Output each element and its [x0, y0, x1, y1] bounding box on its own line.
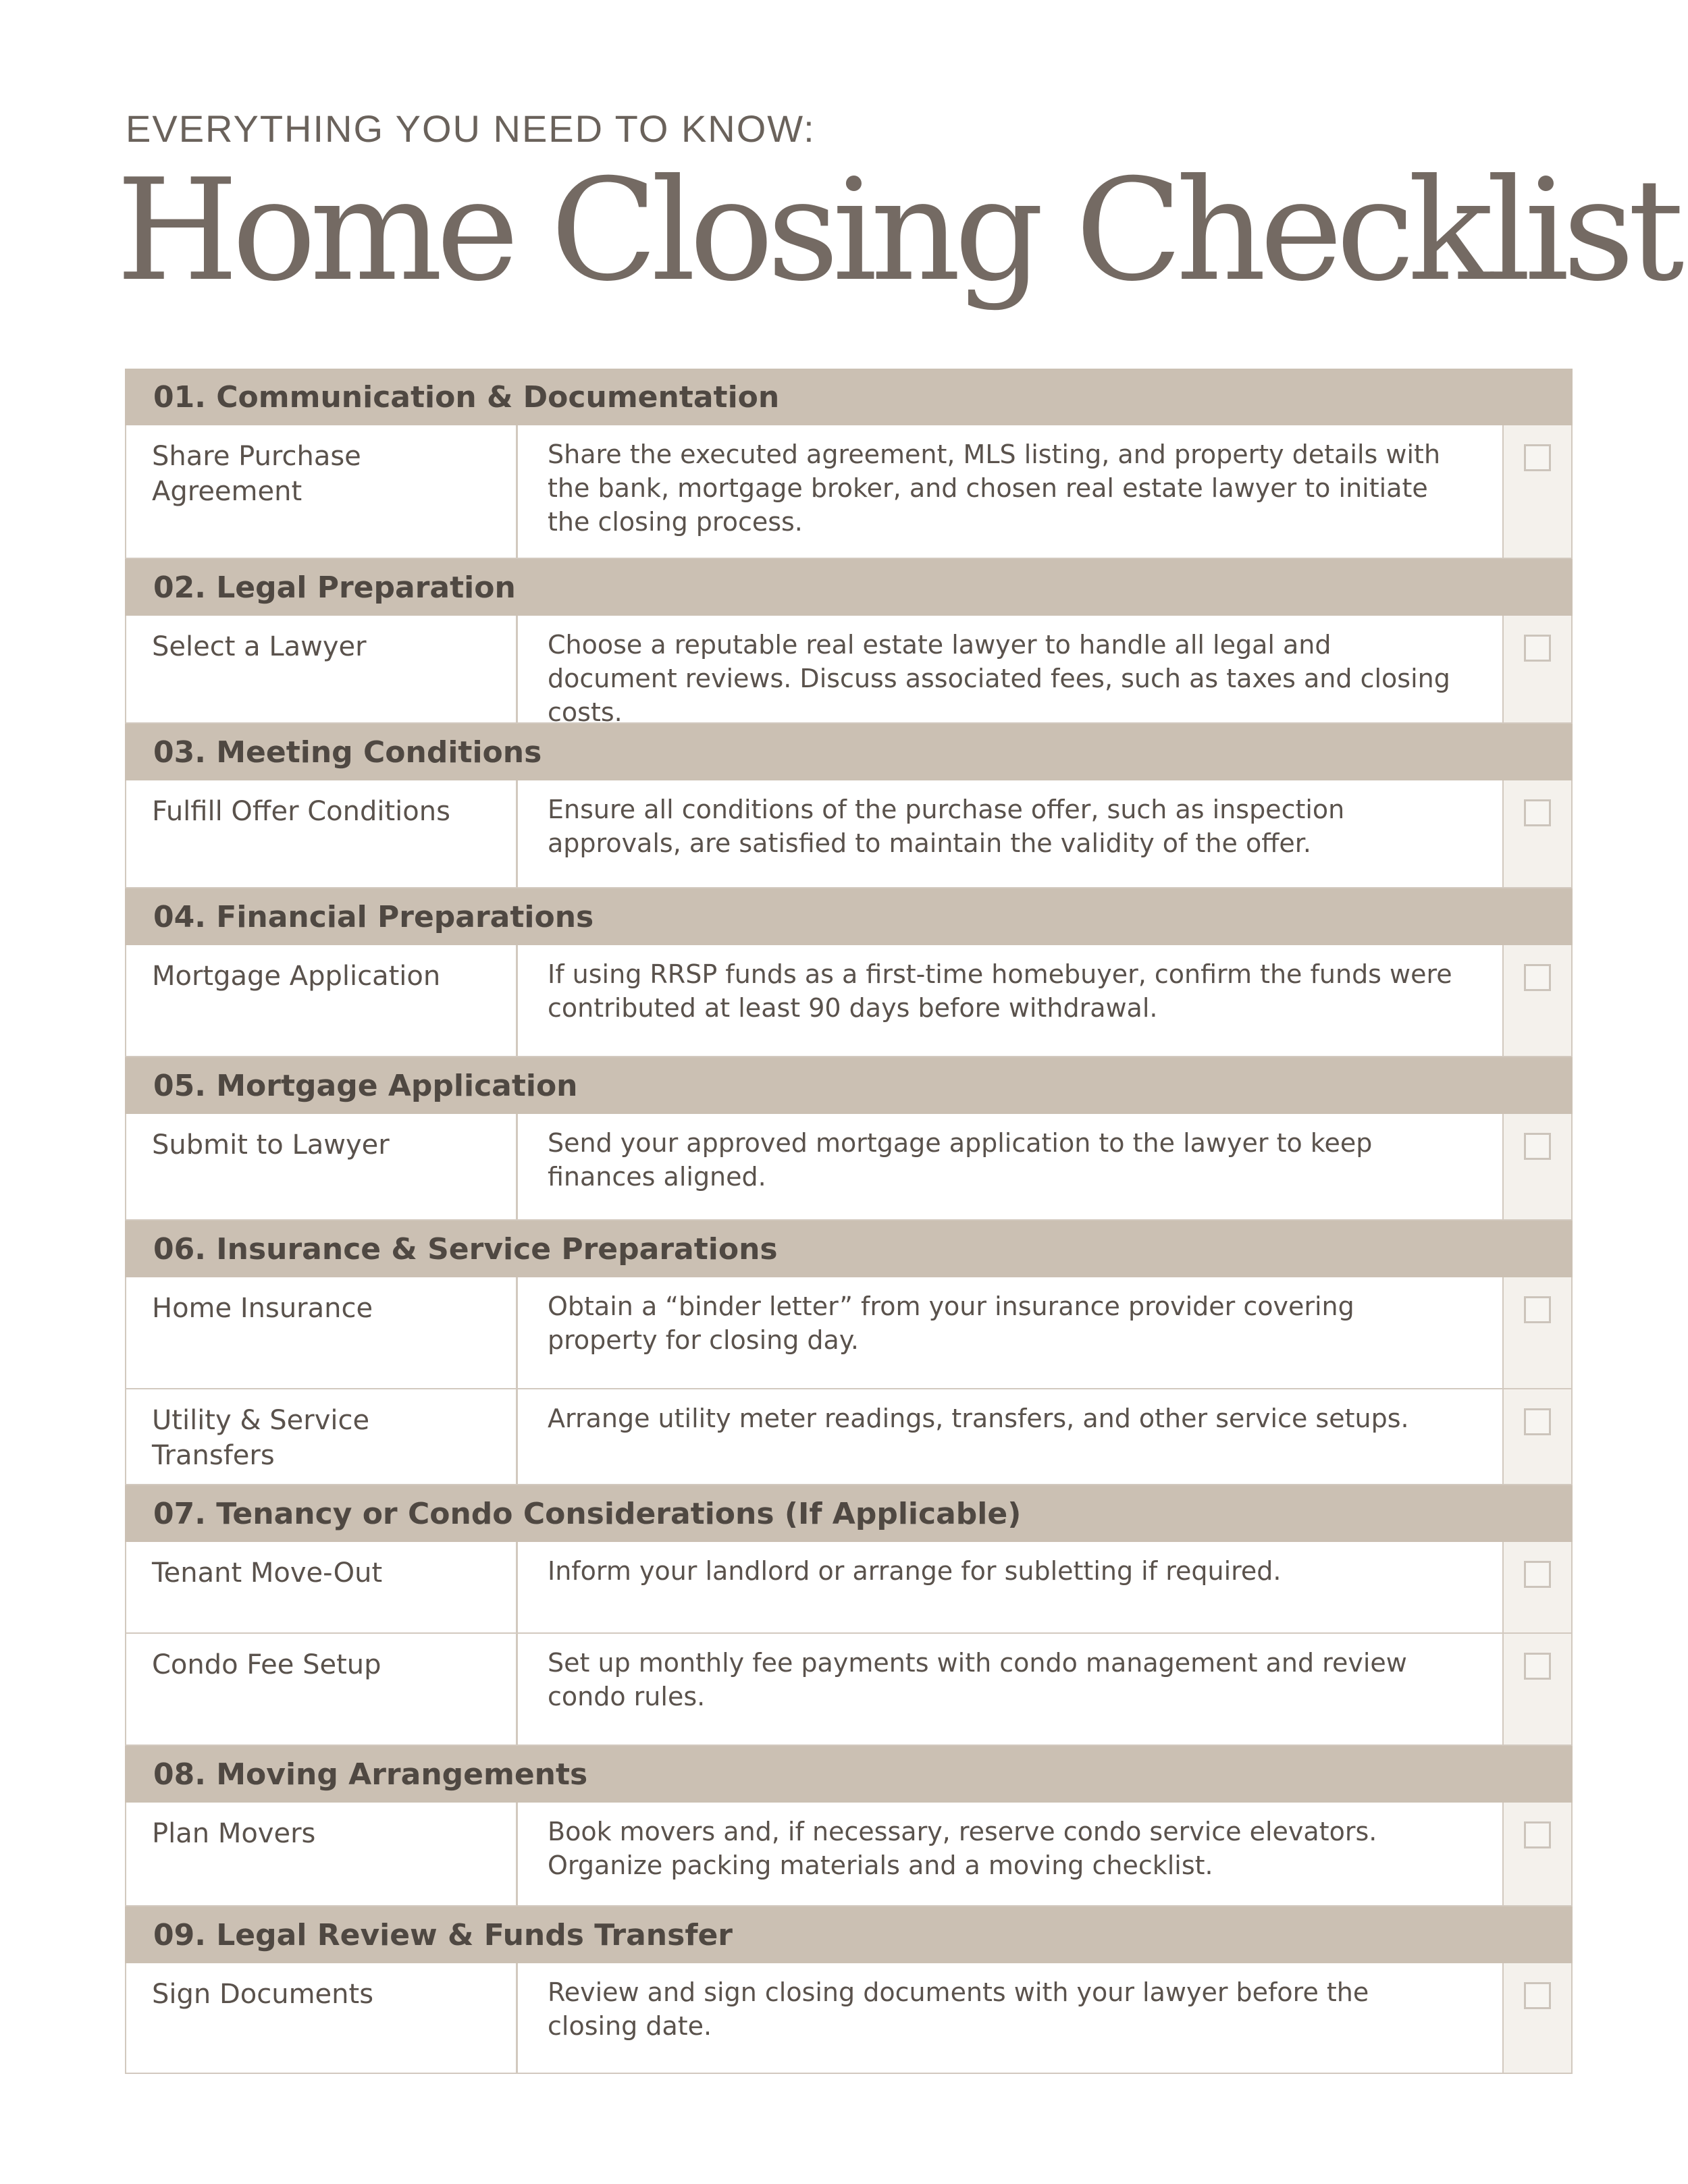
task-checkbox[interactable]: [1524, 1821, 1551, 1848]
checkbox-cell: [1504, 1114, 1571, 1219]
section-header: 09. Legal Review & Funds Transfer: [125, 1907, 1573, 1963]
checklist-row: [125, 616, 1573, 727]
checkbox-cell: [1504, 1803, 1571, 1905]
checklist-row: [125, 1114, 1573, 1221]
task-description: If using RRSP funds as a first-time homebuyer, confirm the funds were contributed at least 90 days before withdrawal.: [518, 945, 1504, 1056]
task-name: Submit to Lawyer: [126, 1114, 518, 1219]
section-header: 01. Communication & Documentation: [125, 369, 1573, 425]
checkbox-cell: [1504, 1634, 1571, 1744]
checklist-table: [125, 369, 1573, 2074]
task-checkbox[interactable]: [1524, 444, 1551, 471]
task-name: Utility & Service Transfers: [126, 1389, 518, 1484]
section-header: 08. Moving Arrangements: [125, 1746, 1573, 1803]
task-name: Plan Movers: [126, 1803, 518, 1905]
task-checkbox[interactable]: [1524, 1296, 1551, 1323]
checklist-row: [125, 1542, 1573, 1634]
task-name: Select a Lawyer: [126, 616, 518, 722]
checkbox-cell: [1504, 616, 1571, 722]
task-checkbox[interactable]: [1524, 1561, 1551, 1588]
task-name: Home Insurance: [126, 1277, 518, 1388]
task-description: Book movers and, if necessary, reserve condo service elevators. Organize packing materials and a moving checklist.: [518, 1803, 1504, 1905]
checkbox-cell: [1504, 945, 1571, 1056]
checkbox-cell: [1504, 1963, 1571, 2073]
task-description: Set up monthly fee payments with condo management and review condo rules.: [518, 1634, 1504, 1744]
checklist-row: [125, 1803, 1573, 1907]
task-checkbox[interactable]: [1524, 1408, 1551, 1435]
task-checkbox[interactable]: [1524, 964, 1551, 991]
task-description: Send your approved mortgage application to the lawyer to keep finances aligned.: [518, 1114, 1504, 1219]
task-description: Share the executed agreement, MLS listing, and property details with the bank, mortgage broker, and chosen real estate lawyer to initiate the closing process.: [518, 425, 1504, 558]
checklist-row: [125, 1277, 1573, 1389]
section-header: 03. Meeting Conditions: [125, 724, 1573, 780]
checklist-row: [125, 1963, 1573, 2074]
section-header: 05. Mortgage Application: [125, 1057, 1573, 1114]
task-checkbox[interactable]: [1524, 635, 1551, 662]
checkbox-cell: [1504, 780, 1571, 887]
task-name: Sign Documents: [126, 1963, 518, 2073]
page-kicker: EVERYTHING YOU NEED TO KNOW:: [126, 107, 816, 150]
task-description: Obtain a “binder letter” from your insurance provider covering property for closing day.: [518, 1277, 1504, 1388]
task-description: Arrange utility meter readings, transfers, and other service setups.: [518, 1389, 1504, 1484]
task-description: Inform your landlord or arrange for subletting if required.: [518, 1542, 1504, 1632]
checklist-row: [125, 1634, 1573, 1746]
task-checkbox[interactable]: [1524, 799, 1551, 826]
checklist-row: [125, 945, 1573, 1057]
task-name: Tenant Move-Out: [126, 1542, 518, 1632]
checklist-row: [125, 1389, 1573, 1485]
checkbox-cell: [1504, 1542, 1571, 1632]
task-description: Review and sign closing documents with your lawyer before the closing date.: [518, 1963, 1504, 2073]
checkbox-cell: [1504, 1277, 1571, 1388]
task-name: Fulfill Offer Conditions: [126, 780, 518, 887]
task-checkbox[interactable]: [1524, 1982, 1551, 2009]
task-name: Mortgage Application: [126, 945, 518, 1056]
task-name: Share Purchase Agreement: [126, 425, 518, 558]
checklist-row: [125, 425, 1573, 559]
checkbox-cell: [1504, 425, 1571, 558]
task-checkbox[interactable]: [1524, 1133, 1551, 1160]
task-description: Ensure all conditions of the purchase offer, such as inspection approvals, are satisfied to maintain the validity of the offer.: [518, 780, 1504, 887]
task-description: Choose a reputable real estate lawyer to handle all legal and document reviews. Discuss associated fees, such as taxes and closing costs.: [518, 616, 1504, 722]
section-header: 04. Financial Preparations: [125, 888, 1573, 945]
section-header: 07. Tenancy or Condo Considerations (If Applicable): [125, 1485, 1573, 1542]
section-header: 06. Insurance & Service Preparations: [125, 1221, 1573, 1277]
task-checkbox[interactable]: [1524, 1653, 1551, 1680]
task-name: Condo Fee Setup: [126, 1634, 518, 1744]
checkbox-cell: [1504, 1389, 1571, 1484]
section-header: 02. Legal Preparation: [125, 559, 1573, 616]
page-title: Home Closing Checklist: [116, 149, 1678, 313]
checklist-row: [125, 780, 1573, 888]
